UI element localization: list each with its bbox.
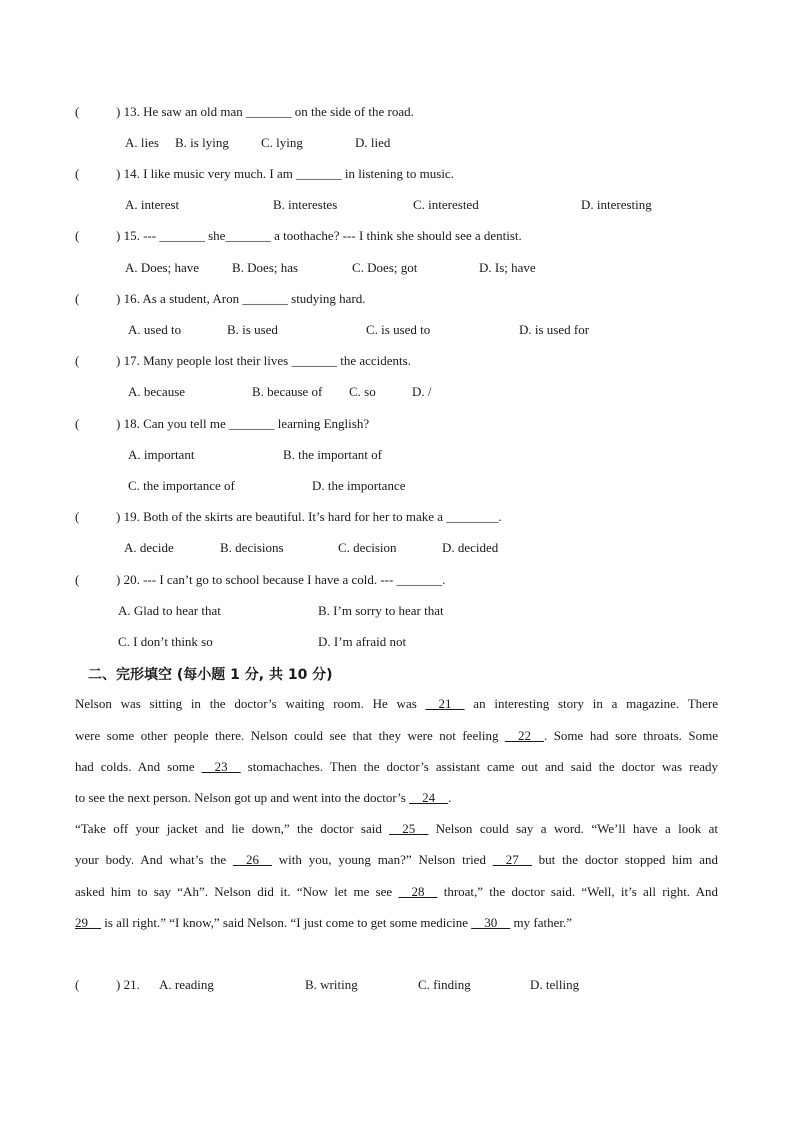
option-b: B. interestes [273,197,338,212]
option-c: C. Does; got [352,260,418,275]
option-c: C. is used to [366,322,431,337]
question-text: ) 13. He saw an old man _______ on the side of the road. [116,104,414,119]
option-b: B. Does; has [232,260,299,275]
option-a: A. because [128,384,186,399]
answer-bracket[interactable]: ( [75,353,80,368]
question-text: ) 15. --- _______ she_______ a toothache? --- I think she should see a dentist. [116,228,522,243]
answer-bracket[interactable]: ( [75,104,80,119]
option-c: C. lying [261,135,303,150]
blank-26[interactable]: __26__ [232,852,272,867]
answer-bracket[interactable]: ( [75,572,80,587]
option-c: C. so [349,384,376,399]
option-a: A. interest [125,197,180,212]
blank-29[interactable]: 29__ [75,915,101,930]
answer-bracket[interactable]: ( [75,977,80,992]
question-14 [75,166,454,182]
option-d: D. lied [355,135,391,150]
option-d: D. interesting [581,197,652,212]
answer-bracket[interactable]: ( [75,416,80,431]
blank-27[interactable]: __27__ [492,852,532,867]
option-c: C. interested [413,197,479,212]
option-b: B. writing [305,977,358,992]
option-d: D. the importance [312,478,406,493]
passage-line: were some other people there. Nelson could see that they were not feeling __22__. Some had sore throats. Some [75,728,718,743]
option-a: A. Glad to hear that [118,603,221,618]
option-b: B. I’m sorry to hear that [318,603,444,618]
question-text: ) 21. [116,977,140,992]
option-c: C. I don’t think so [118,634,213,649]
passage-line: your body. And what’s the __26__ with you, young man?” Nelson tried __27__ but the doctor stopped him and [75,852,718,867]
passage-line: Nelson was sitting in the doctor’s waiting room. He was __21__ an interesting story in a magazine. There [75,696,718,711]
blank-21[interactable]: __21__ [425,696,465,711]
option-b: B. the important of [283,447,382,462]
answer-bracket[interactable]: ( [75,509,80,524]
option-b: B. is used [227,322,278,337]
option-a: A. used to [128,322,182,337]
option-d: D. telling [530,977,580,992]
question-16 [75,291,366,307]
answer-bracket[interactable]: ( [75,291,80,306]
blank-24[interactable]: __24__ [409,790,449,805]
option-d: D. I’m afraid not [318,634,407,649]
question-21 [75,977,140,993]
question-15 [75,228,522,244]
question-text: ) 18. Can you tell me _______ learning English? [116,416,370,431]
question-text: ) 20. --- I can’t go to school because I have a cold. --- _______. [116,572,446,587]
question-17 [75,353,411,369]
question-text: ) 16. As a student, Aron _______ studying hard. [116,291,366,306]
question-text: ) 19. Both of the skirts are beautiful. It’s hard for her to make a ________. [116,509,502,524]
blank-28[interactable]: __28__ [398,884,438,899]
section-heading: 二、完形填空 (每小题 1 分, 共 10 分) [88,667,333,683]
blank-23[interactable]: __23__ [201,759,241,774]
question-text: ) 14. I like music very much. I am _______ in listening to music. [116,166,454,181]
blank-22[interactable]: __22__ [504,728,544,743]
question-text: ) 17. Many people lost their lives _______ the accidents. [116,353,411,368]
question-18 [75,416,369,432]
passage-line: asked him to say “Ah”. Nelson did it. “Now let me see __28__ throat,” the doctor said. “Well, it’s all right. And [75,884,718,899]
question-19 [75,509,502,525]
option-b: B. because of [252,384,323,399]
option-c: C. decision [338,540,397,555]
question-13 [75,104,414,120]
option-c: C. the importance of [128,478,235,493]
blank-30[interactable]: __30__ [471,915,511,930]
option-a: A. lies [125,135,159,150]
option-d: D. decided [442,540,499,555]
option-b: B. decisions [220,540,284,555]
passage-line: to see the next person. Nelson got up and went into the doctor’s __24__. [75,790,452,805]
option-a: A. important [128,447,195,462]
option-b: B. is lying [175,135,229,150]
blank-25[interactable]: __25__ [389,821,429,836]
option-d: D. / [412,384,432,399]
passage-line: “Take off your jacket and lie down,” the doctor said __25__ Nelson could say a word. “We’ll have a look at [75,821,718,836]
option-a: A. reading [159,977,214,992]
passage-line: 29__ is all right.” “I know,” said Nelson. “I just come to get some medicine __30__ my father.” [75,915,573,930]
option-d: D. Is; have [479,260,536,275]
option-d: D. is used for [519,322,590,337]
question-20 [75,572,445,588]
option-c: C. finding [418,977,471,992]
option-a: A. Does; have [125,260,200,275]
answer-bracket[interactable]: ( [75,166,80,181]
passage-line: had colds. And some __23__ stomachaches. Then the doctor’s assistant came out and said the doctor was ready [75,759,718,774]
answer-bracket[interactable]: ( [75,228,80,243]
option-a: A. decide [124,540,174,555]
